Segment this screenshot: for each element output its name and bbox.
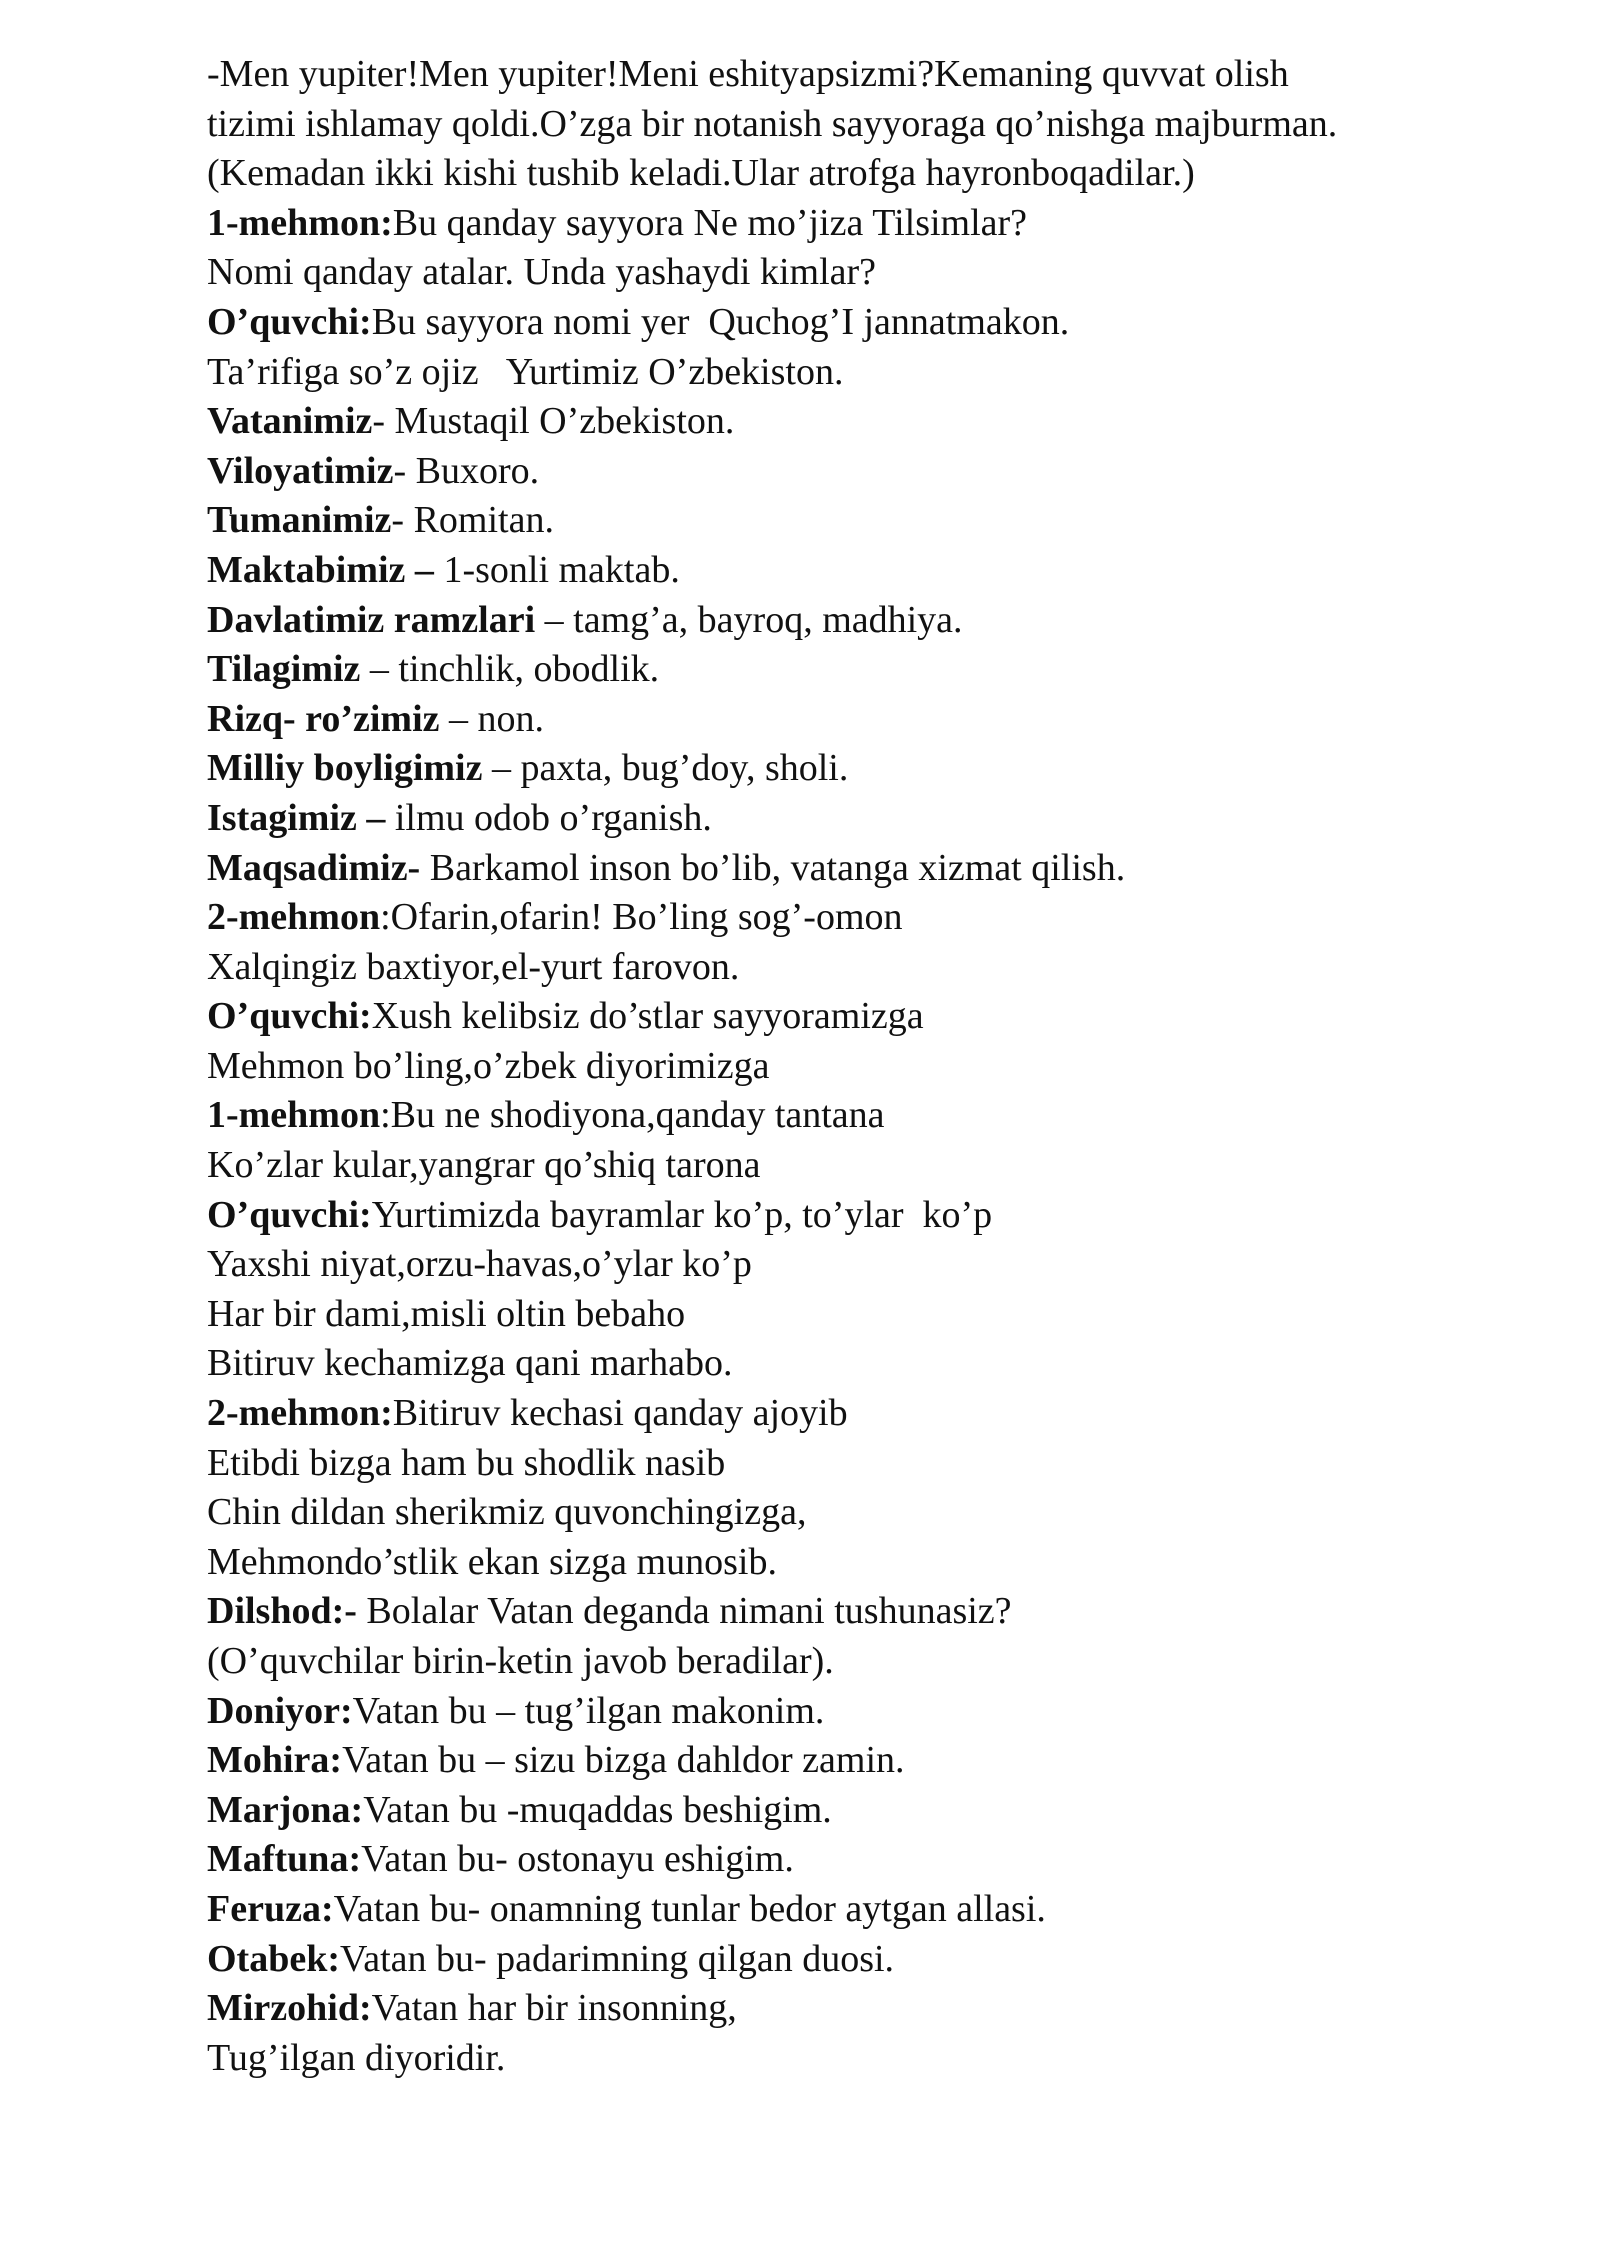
line-text: - Mustaqil O’zbekiston. xyxy=(372,400,735,443)
line-text: Yaxshi niyat,orzu-havas,o’ylar ko’p xyxy=(207,1243,752,1286)
text-line xyxy=(207,943,1567,993)
text-line xyxy=(207,1191,1567,1241)
line-text: Vatan har bir insonning, xyxy=(371,1987,737,2030)
text-line xyxy=(207,695,1567,745)
line-text: Xush kelibsiz do’stlar sayyoramizga xyxy=(371,995,924,1038)
text-line xyxy=(207,496,1567,546)
speaker-label: Maqsadimiz- xyxy=(207,846,421,889)
line-text: – tamg’a, bayroq, madhiya. xyxy=(535,598,963,641)
line-text: - Buxoro. xyxy=(393,449,540,492)
speaker-label: O’quvchi: xyxy=(207,300,372,343)
text-line xyxy=(207,1984,1567,2034)
text-line xyxy=(207,844,1567,894)
speaker-label: Tilagimiz xyxy=(207,648,361,691)
line-text: Vatan bu – tug’ilgan makonim. xyxy=(352,1689,825,1732)
line-text: Nomi qanday atalar. Unda yashaydi kimlar? xyxy=(207,251,877,294)
text-line xyxy=(207,1736,1567,1786)
speaker-label: Otabek: xyxy=(207,1937,340,1980)
line-text: Har bir dami,misli oltin bebaho xyxy=(207,1292,686,1335)
line-text: – non. xyxy=(439,697,544,740)
text-line xyxy=(207,1835,1567,1885)
text-line xyxy=(207,744,1567,794)
speaker-label: Feruza: xyxy=(207,1887,334,1930)
line-text: Mehmondo’stlik ekan sizga munosib. xyxy=(207,1540,777,1583)
line-text: Xalqingiz baxtiyor,el-yurt farovon. xyxy=(207,945,740,988)
line-text: - Romitan. xyxy=(391,499,554,542)
text-line xyxy=(207,248,1567,298)
speaker-label: 1-mehmon xyxy=(207,1094,381,1137)
line-text: Tug’ilgan diyoridir. xyxy=(207,2036,506,2079)
text-line xyxy=(207,992,1567,1042)
line-text: Chin dildan sherikmiz quvonchingizga, xyxy=(207,1491,807,1534)
line-text: 1-sonli maktab. xyxy=(433,548,680,591)
speaker-label: Istagimiz – xyxy=(207,796,386,839)
text-line xyxy=(207,1290,1567,1340)
line-text: Ta’rifiga so’z ojiz Yurtimiz O’zbekiston. xyxy=(207,350,844,393)
text-line xyxy=(207,298,1567,348)
line-text: Bolalar Vatan deganda nimani tushunasiz? xyxy=(356,1590,1012,1633)
text-line xyxy=(207,1240,1567,1290)
line-text: Ko’zlar kular,yangrar qo’shiq tarona xyxy=(207,1144,761,1187)
text-line xyxy=(207,100,1567,150)
line-text: – paxta, bug’doy, sholi. xyxy=(482,747,849,790)
text-line xyxy=(207,1538,1567,1588)
line-text: Vatan bu- padarimning qilgan duosi. xyxy=(340,1937,895,1980)
speaker-label: O’quvchi: xyxy=(207,1193,372,1236)
line-text: Vatan bu- onamning tunlar bedor aytgan allasi. xyxy=(333,1887,1046,1930)
text-line xyxy=(207,1141,1567,1191)
line-text: (Kemadan ikki kishi tushib keladi.Ular atrofga hayronboqadilar.) xyxy=(207,152,1195,195)
line-text: ilmu odob o’rganish. xyxy=(385,796,712,839)
speaker-label: Mohira: xyxy=(207,1739,343,1782)
speaker-label: Viloyatimiz xyxy=(207,449,394,492)
text-line xyxy=(207,199,1567,249)
text-line xyxy=(207,1439,1567,1489)
text-line xyxy=(207,2034,1567,2084)
line-text: Bitiruv kechasi qanday ajoyib xyxy=(392,1392,848,1435)
speaker-label: Dilshod:- xyxy=(207,1590,357,1633)
line-text: Yurtimizda bayramlar ko’p, to’ylar ko’p xyxy=(371,1193,993,1236)
line-text: Etibdi bizga ham bu shodlik nasib xyxy=(207,1441,726,1484)
speaker-label: Maftuna: xyxy=(207,1838,362,1881)
text-line xyxy=(207,1637,1567,1687)
text-line xyxy=(207,1339,1567,1389)
line-text: Bu sayyora nomi yer Quchog’I jannatmakon. xyxy=(371,300,1070,343)
text-line xyxy=(207,50,1567,100)
text-line xyxy=(207,596,1567,646)
speaker-label: Vatanimiz xyxy=(207,400,373,443)
text-line xyxy=(207,1786,1567,1836)
text-line xyxy=(207,546,1567,596)
line-text: – tinchlik, obodlik. xyxy=(360,648,660,691)
line-text: (O’quvchilar birin-ketin javob beradilar). xyxy=(207,1640,834,1682)
line-text: Vatan bu – sizu bizga dahldor zamin. xyxy=(342,1739,905,1782)
text-line xyxy=(207,1091,1567,1141)
speaker-label: Tumanimiz xyxy=(207,499,392,542)
text-line xyxy=(207,1687,1567,1737)
text-line xyxy=(207,397,1567,447)
speaker-label: Rizq- ro’zimiz xyxy=(207,697,440,740)
text-line xyxy=(207,893,1567,943)
line-text: Bu qanday sayyora Ne mo’jiza Tilsimlar? xyxy=(392,201,1028,244)
text-line xyxy=(207,1488,1567,1538)
text-line xyxy=(207,1389,1567,1439)
speaker-label: Maktabimiz – xyxy=(207,548,434,591)
text-line xyxy=(207,794,1567,844)
text-line xyxy=(207,149,1567,199)
document-page xyxy=(207,50,1567,2083)
line-text: -Men yupiter!Men yupiter!Meni eshityapsizmi?Kemaning quvvat olish xyxy=(207,53,1289,95)
speaker-label: 1-mehmon: xyxy=(207,201,393,244)
text-line xyxy=(207,645,1567,695)
line-text: :Bu ne shodiyona,qanday tantana xyxy=(380,1094,885,1137)
speaker-label: 2-mehmon: xyxy=(207,1392,393,1435)
text-line xyxy=(207,1587,1567,1637)
speaker-label: Davlatimiz ramzlari xyxy=(207,598,536,641)
text-line xyxy=(207,1885,1567,1935)
speaker-label: Milliy boyligimiz xyxy=(207,747,483,790)
line-text: :Ofarin,ofarin! Bo’ling sog’-omon xyxy=(380,896,903,939)
line-text: Bitiruv kechamizga qani marhabo. xyxy=(207,1342,733,1385)
text-line xyxy=(207,1935,1567,1985)
speaker-label: O’quvchi: xyxy=(207,995,372,1038)
speaker-label: 2-mehmon xyxy=(207,896,381,939)
line-text: Barkamol inson bo’lib, vatanga xizmat qilish. xyxy=(420,846,1126,889)
line-text: Vatan bu- ostonayu eshigim. xyxy=(361,1838,794,1881)
line-text: Mehmon bo’ling,o’zbek diyorimizga xyxy=(207,1044,770,1087)
text-line xyxy=(207,447,1567,497)
text-line xyxy=(207,348,1567,398)
speaker-label: Mirzohid: xyxy=(207,1987,372,2030)
speaker-label: Doniyor: xyxy=(207,1689,353,1732)
speaker-label: Marjona: xyxy=(207,1788,364,1831)
text-line xyxy=(207,1042,1567,1092)
line-text: tizimi ishlamay qoldi.O’zga bir notanish sayyoraga qo’nishga majburman. xyxy=(207,102,1338,145)
line-text: Vatan bu -muqaddas beshigim. xyxy=(363,1788,832,1831)
